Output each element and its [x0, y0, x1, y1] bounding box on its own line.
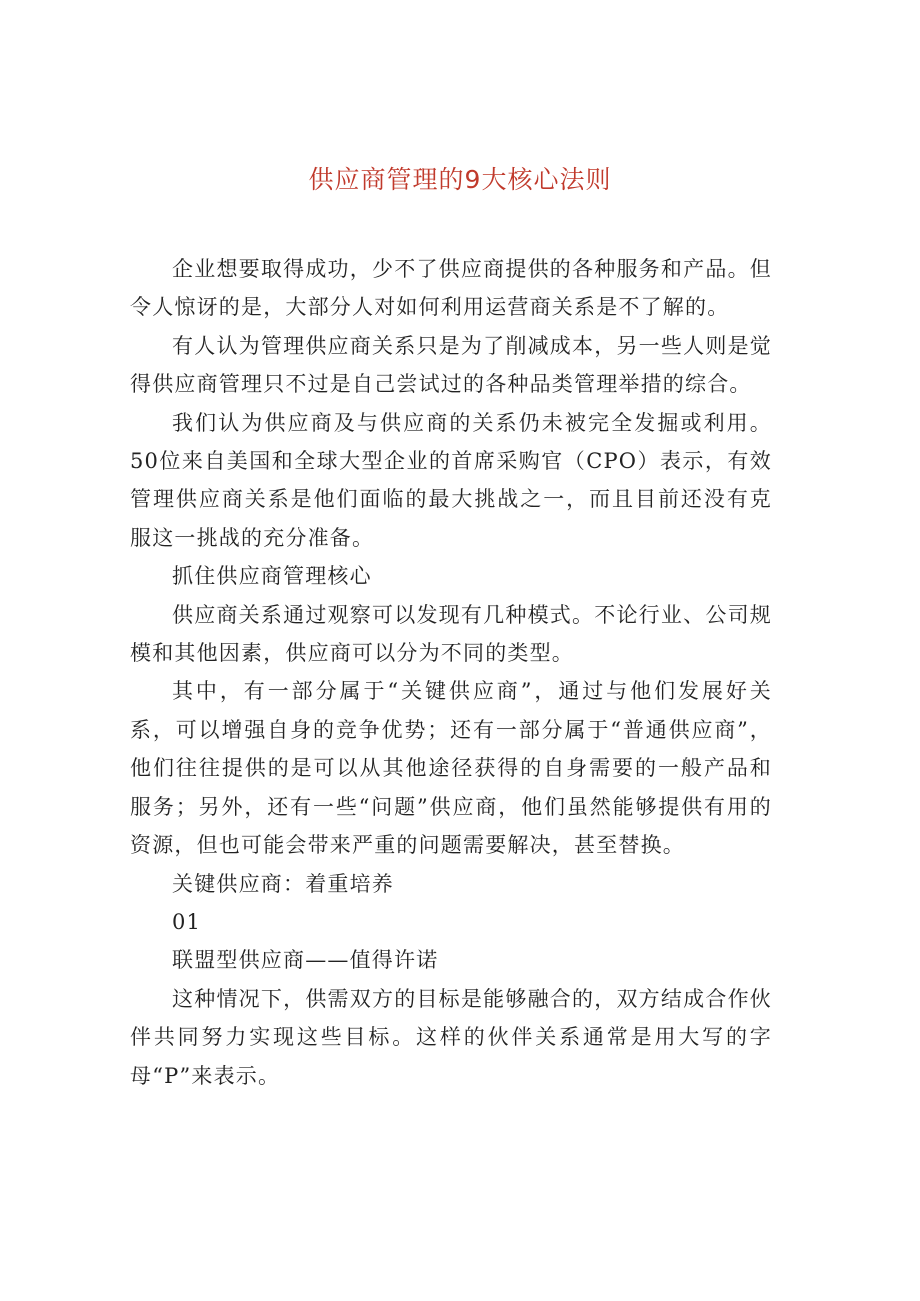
document-body	[130, 250, 772, 1095]
paragraph-supplier-types: 其中，有一部分属于“关键供应商”，通过与他们发展好关系，可以增强自身的竞争优势；还有一部分属于“普通供应商”，他们往往提供的是可以从其他途径获得的自身需要的一般产品和服务；另外，还有一些“问题”供应商，他们虽然能够提供有用的资源，但也可能会带来严重的问题需要解决，甚至替换。	[130, 679, 772, 858]
document-title: 供应商管理的9大核心法则	[308, 165, 612, 194]
paragraph-partnership: 这种情况下，供需双方的目标是能够融合的，双方结成合作伙伴共同努力实现这些目标。这样的伙伴关系通常是用大写的字母“P”来表示。	[130, 986, 772, 1088]
paragraph-cost-view: 有人认为管理供应商关系只是为了削减成本，另一些人则是觉得供应商管理只不过是自己尝试过的各种品类管理举措的综合。	[130, 333, 772, 397]
section-heading-alliance: 联盟型供应商——值得许诺	[172, 948, 439, 973]
section-heading-key-suppliers: 关键供应商：着重培养	[172, 871, 394, 896]
section-number: 01	[172, 909, 202, 934]
paragraph-cpo-survey: 我们认为供应商及与供应商的关系仍未被完全发掘或利用。50位来自美国和全球大型企业的首席采购官（CPO）表示，有效管理供应商关系是他们面临的最大挑战之一，而且目前还没有克服这一挑战的充分准备。	[130, 410, 772, 550]
paragraph-patterns: 供应商关系通过观察可以发现有几种模式。不论行业、公司规模和其他因素，供应商可以分为不同的类型。	[130, 602, 772, 666]
paragraph-intro: 企业想要取得成功，少不了供应商提供的各种服务和产品。但令人惊讶的是，大部分人对如何利用运营商关系是不了解的。	[130, 257, 772, 320]
section-heading-core: 抓住供应商管理核心	[172, 564, 372, 589]
